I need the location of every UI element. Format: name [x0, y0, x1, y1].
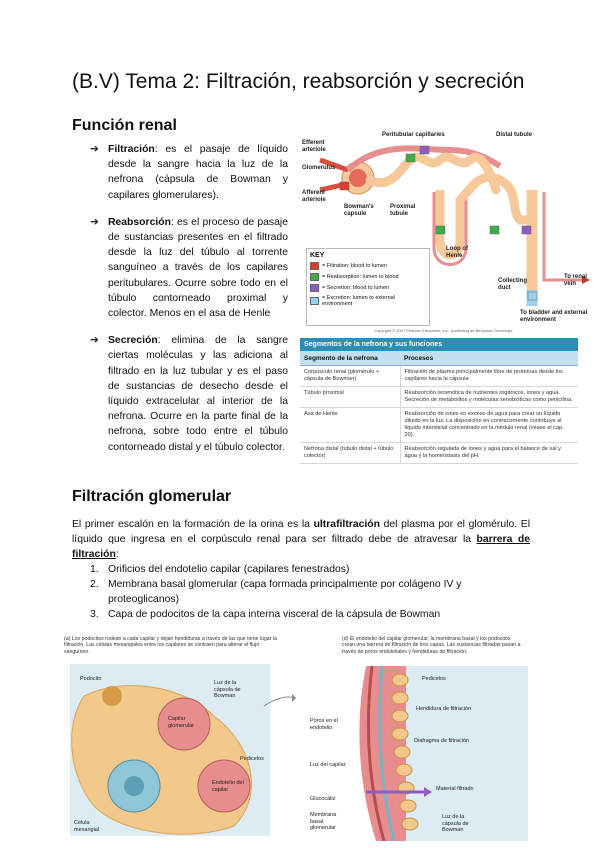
figure-caption: (a) Los podocitos rodean a cada capilar y dejan hendiduras a través de las que tiene lugar la filtración. Las células mesangiales entre los capilares se contraen para alterar el flujo sanguíneo. [64, 636, 277, 655]
label-hendidura: Hendidura de filtración [416, 706, 472, 712]
figure-podocytes [64, 636, 296, 841]
term: Reabsorción [108, 216, 171, 228]
key-title: KEY [310, 252, 325, 259]
label-pedicelos: Pedicelos [240, 756, 264, 762]
list-number: 1. [90, 564, 99, 575]
table-cell: Reabsorción regulada de iones y agua para el balance de sal y agua y la homeostasis del pH. [400, 443, 578, 464]
section-heading-glomerular: Filtración glomerular [72, 488, 232, 505]
arrow-icon: ➔ [90, 144, 99, 155]
list-number: 3. [90, 609, 99, 620]
label-proximal: Proximal tubule [390, 204, 416, 217]
label-glucocaliz: Glucocáliz [310, 796, 336, 802]
podocyte-drawing [64, 636, 296, 841]
definition: : elimina de la sangre ciertas moléculas y las adiciona al filtrado en la luz tubular y es el paso de sustancias de desecho desde el líquido extracelular al interior de la nefrona. Ocurre en la parte final de la nefrona, sobre todo entre el túbulo contorneado distal y el túbulo colector. [108, 335, 288, 453]
label-poros: Poros en el endotelio [310, 718, 338, 731]
intro-paragraph [72, 517, 530, 563]
key-text: = Excretion: lumen to external environment [322, 295, 395, 307]
key-item-filtration [310, 262, 426, 270]
label-luz-capilar: Luz del capilar [310, 762, 346, 768]
diagram-key [306, 248, 430, 326]
barrier-list [90, 562, 530, 622]
bullet-filtracion [90, 142, 288, 203]
table-row [300, 387, 578, 408]
definition: : es el pasaje de líquido desde la sangre hacia la luz de la nefrona (cápsula de Bowman y capilares glomerulares). [108, 144, 288, 201]
para-text: El primer escalón en la formación de la orina es la [72, 519, 314, 530]
label-bowman: Bowman's capsule [344, 204, 374, 217]
table-header: Procesos [400, 352, 578, 366]
key-text: = Reabsorption: lumen to blood [322, 274, 399, 280]
arrow-icon: ➔ [90, 216, 99, 228]
copyright-note: Copyright © 2007 Pearson Education, Inc., publishing as Benjamin Cummings. [374, 328, 514, 333]
term: Filtración [108, 144, 155, 155]
label-renal-vein: To renal vein [564, 274, 587, 287]
label-bladder: To bladder and external environment [520, 310, 588, 323]
list-item [90, 607, 530, 622]
definitions-list [90, 142, 288, 467]
list-text: Membrana basal glomerular (capa formada principalmente por colágeno IV y proteoglicanos) [108, 579, 462, 605]
bullet-secrecion [90, 333, 288, 455]
table-cell: Corpúsculo renal (glomérulo + cápsula de Bowman) [300, 366, 400, 387]
key-text: = Secretion: blood to lumen [322, 285, 390, 291]
key-text: = Filtration: blood to lumen [322, 263, 387, 269]
figure-caption: (d) El endotelio del capilar glomerular, la membrana basal y los podocitos crean una barrera de filtración de tres capas. Las sustancias filtradas pasan a través de poros endoteliales y hendiduras de filtración. [342, 636, 521, 655]
para-text: del plasma por el glomérulo. El líquido que ingresa en el corpúsculo renal para ser filtrado debe de atravesar la [72, 519, 530, 546]
table-cell: Reabsorción isosmótica de nutrientes orgánicos, iones y agua. Secreción de metabolitos y moléculas xenobióticas como penicilina. [400, 387, 578, 408]
list-text: Orificios del endotelio capilar (capilares fenestrados) [108, 564, 350, 575]
label-collecting: Collecting duct [498, 278, 528, 291]
key-item-reabsorption [310, 273, 426, 281]
key-swatch [310, 297, 319, 305]
term: Secreción [108, 335, 158, 347]
label-capilar: Capilar glomerular [168, 716, 194, 729]
bullet-reabsorcion [90, 215, 288, 321]
table-row [300, 366, 578, 387]
label-afferent: Afferent arteriole [302, 190, 326, 203]
list-number: 2. [90, 579, 99, 590]
label-podocito: Podocito [80, 676, 102, 682]
key-swatch [310, 262, 319, 270]
page-title: (B.V) Tema 2: Filtración, reabsorción y secreción [72, 70, 525, 93]
list-text: Capa de podocitos de la capa interna visceral de la cápsula de Bowman [108, 609, 441, 620]
para-text: : [115, 549, 119, 561]
table-cell: Reabsorción de iones en exceso de agua para crear un líquido diluido en la luz. La disposición en contracorriente contribuye al líquido intersticial concentrado en la médula renal (véase el cap. 20). [400, 408, 578, 443]
label-pedicelos: Pedicelos [422, 676, 446, 682]
label-glomerulus: Glomerulus [302, 165, 336, 171]
label-distal: Distal tubule [496, 132, 533, 138]
key-item-secretion [310, 284, 426, 292]
key-item-excretion [310, 295, 426, 307]
label-luz-capsula: Luz de la cápsula de Bowman [442, 814, 469, 833]
table-cell: Nefrona distal (túbulo distal + túbulo colector) [300, 443, 400, 464]
para-bold: ultrafiltración [313, 519, 380, 530]
table-caption: Segmentos de la nefrona y sus funciones [300, 338, 578, 352]
label-peritubular: Peritubular capillaries [382, 132, 445, 138]
label-endotelio: Endotelio del capilar [212, 780, 244, 793]
nephron-diagram [300, 130, 592, 340]
table-cell: Asa de Henle [300, 408, 400, 443]
figure-filtration-barrier [296, 636, 528, 841]
table-row [300, 443, 578, 464]
list-item [90, 577, 530, 607]
label-diafragma: Diafragma de filtración [414, 738, 470, 744]
label-mesangial: Célula mesangial [74, 820, 100, 833]
para-underline: barrera de filtración [72, 534, 530, 561]
key-swatch [310, 273, 319, 281]
label-luz: Luz de la cápsula de Bowman [214, 680, 241, 699]
label-membrana: Membrana basal glomerular [310, 812, 337, 831]
section-heading-renal: Función renal [72, 117, 177, 134]
definition: : es el proceso de pasaje de sustancias presentes en el filtrado desde la luz del túbulo al torrente sanguíneo a través de los capilares peritubulares. Ocurre sobre todo en el túbulo contorneado proximal y colector. Menos en el asa de Henle [108, 216, 288, 320]
table-row [300, 408, 578, 443]
table-cell: Filtración de plasma principalmente libre de proteínas desde los capilares hacia la cápsula [400, 366, 578, 387]
arrow-icon: ➔ [90, 335, 99, 347]
label-loop: Loop of Henle [446, 246, 468, 259]
label-material: Material filtrado [436, 786, 474, 792]
table-header: Segmento de la nefrona [300, 352, 400, 366]
label-efferent: Efferent arteriole [302, 140, 326, 153]
table-cell: Túbulo proximal [300, 387, 400, 408]
nephron-functions-table [300, 338, 578, 464]
list-item [90, 562, 530, 577]
key-swatch [310, 284, 319, 292]
